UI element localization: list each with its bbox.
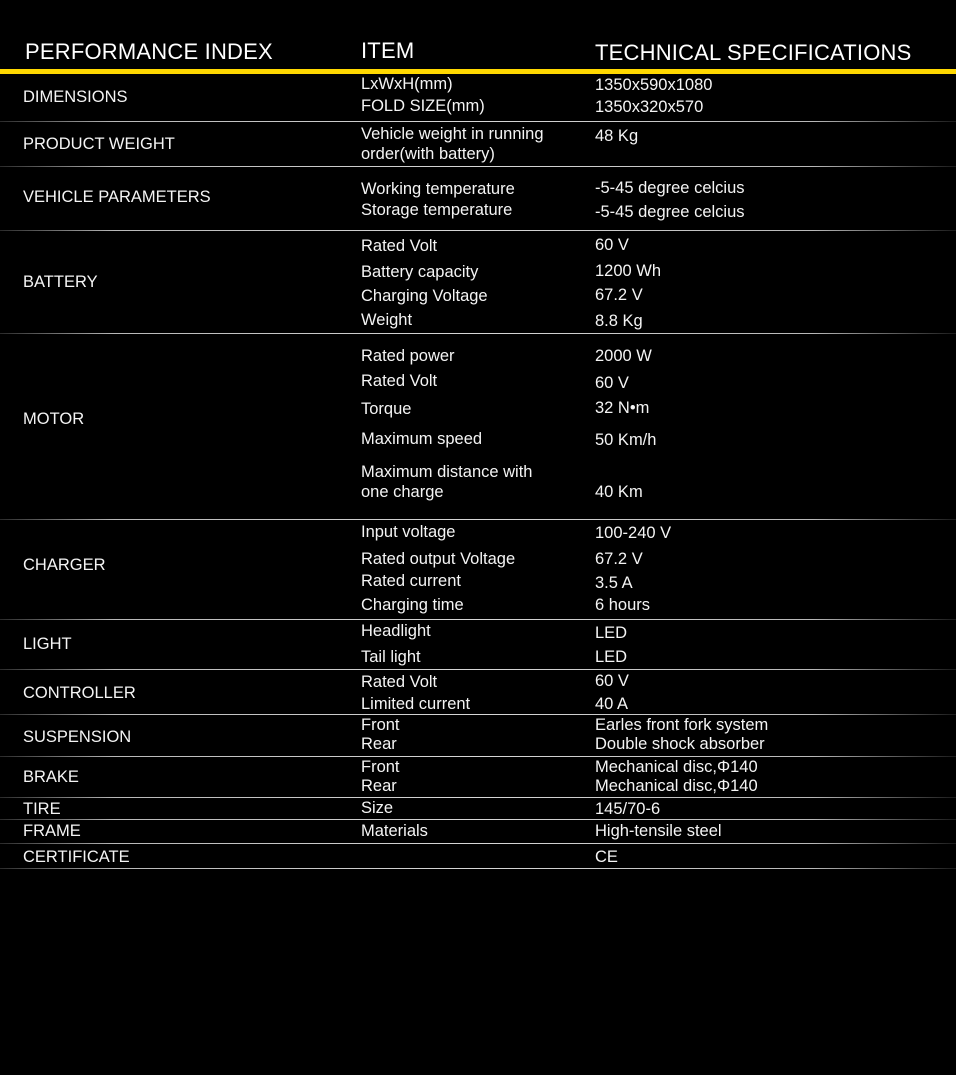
spec-value: LED [595, 648, 628, 666]
item-label: Maximum distance with [361, 463, 533, 481]
spec-value: Mechanical disc,Φ140 [595, 777, 758, 795]
spec-value: 48 Kg [595, 127, 639, 145]
header-technical-specifications: TECHNICAL SPECIFICATIONS [595, 40, 912, 65]
spec-value: 1200 Wh [595, 262, 662, 280]
category-certificate: CERTIFICATE [23, 848, 130, 866]
item-label: Limited current [361, 695, 471, 713]
header-item: ITEM [361, 38, 415, 63]
spec-value: 40 Km [595, 483, 643, 501]
row-divider [0, 519, 956, 520]
row-divider [0, 121, 956, 122]
category-vehicle-parameters: VEHICLE PARAMETERS [23, 188, 211, 206]
item-label: Maximum speed [361, 430, 483, 448]
header-underline [0, 69, 956, 74]
spec-value: 100-240 V [595, 524, 672, 542]
spec-value: -5-45 degree celcius [595, 203, 745, 221]
row-divider [0, 619, 956, 620]
spec-value: High-tensile steel [595, 822, 722, 840]
item-label: Torque [361, 400, 412, 418]
item-label: LxWxH(mm) [361, 75, 453, 93]
category-charger: CHARGER [23, 556, 106, 574]
item-label: Rated output Voltage [361, 550, 516, 568]
spec-value: 1350x320x570 [595, 98, 704, 116]
spec-value: Mechanical disc,Φ140 [595, 758, 758, 776]
item-label: Materials [361, 822, 428, 840]
row-divider [0, 819, 956, 820]
spec-value: 40 A [595, 695, 629, 713]
category-product-weight: PRODUCT WEIGHT [23, 135, 175, 153]
item-label: Rear [361, 777, 397, 795]
header-performance-index: PERFORMANCE INDEX [25, 39, 273, 64]
spec-value: 3.5 A [595, 574, 633, 592]
spec-value: 6 hours [595, 596, 651, 614]
spec-value: 67.2 V [595, 286, 643, 304]
item-label: Rated power [361, 347, 455, 365]
spec-value: 8.8 Kg [595, 312, 643, 330]
item-label: Size [361, 799, 394, 817]
item-label: Input voltage [361, 523, 456, 541]
item-label: Vehicle weight in running [361, 125, 544, 143]
category-brake: BRAKE [23, 768, 79, 786]
row-divider [0, 166, 956, 167]
item-label: Charging time [361, 596, 464, 614]
item-label: Storage temperature [361, 201, 513, 219]
spec-value: -5-45 degree celcius [595, 179, 745, 197]
item-label: Rated Volt [361, 673, 438, 691]
spec-value: 2000 W [595, 347, 652, 365]
row-divider [0, 714, 956, 715]
category-battery: BATTERY [23, 273, 98, 291]
spec-value: LED [595, 624, 628, 642]
row-divider [0, 843, 956, 844]
item-label: Rated Volt [361, 237, 438, 255]
item-label: Headlight [361, 622, 431, 640]
item-label: order(with battery) [361, 145, 495, 163]
category-tire: TIRE [23, 800, 61, 818]
item-label: Rear [361, 735, 397, 753]
row-divider [0, 230, 956, 231]
row-divider [0, 669, 956, 670]
item-label: FOLD SIZE(mm) [361, 97, 485, 115]
category-dimensions: DIMENSIONS [23, 88, 128, 106]
spec-value: 32 N•m [595, 399, 650, 417]
spec-value: 67.2 V [595, 550, 643, 568]
category-controller: CONTROLLER [23, 684, 136, 702]
row-divider [0, 333, 956, 334]
category-frame: FRAME [23, 822, 81, 840]
spec-value: 60 V [595, 672, 629, 690]
spec-value: 60 V [595, 236, 629, 254]
spec-value: 145/70-6 [595, 800, 661, 818]
spec-value: Earles front fork system [595, 716, 769, 734]
item-label: Charging Voltage [361, 287, 488, 305]
item-label: Rated Volt [361, 372, 438, 390]
item-label: Front [361, 716, 400, 734]
spec-value: CE [595, 848, 618, 866]
category-light: LIGHT [23, 635, 72, 653]
row-divider [0, 868, 956, 869]
item-label: Working temperature [361, 180, 515, 198]
spec-value: 1350x590x1080 [595, 76, 713, 94]
row-divider [0, 797, 956, 798]
item-label: Rated current [361, 572, 461, 590]
spec-value: 50 Km/h [595, 431, 657, 449]
spec-value: 60 V [595, 374, 629, 392]
category-suspension: SUSPENSION [23, 728, 132, 746]
item-label: one charge [361, 483, 444, 501]
item-label: Battery capacity [361, 263, 479, 281]
item-label: Tail light [361, 648, 421, 666]
item-label: Front [361, 758, 400, 776]
item-label: Weight [361, 311, 413, 329]
spec-value: Double shock absorber [595, 735, 765, 753]
category-motor: MOTOR [23, 410, 85, 428]
row-divider [0, 756, 956, 757]
